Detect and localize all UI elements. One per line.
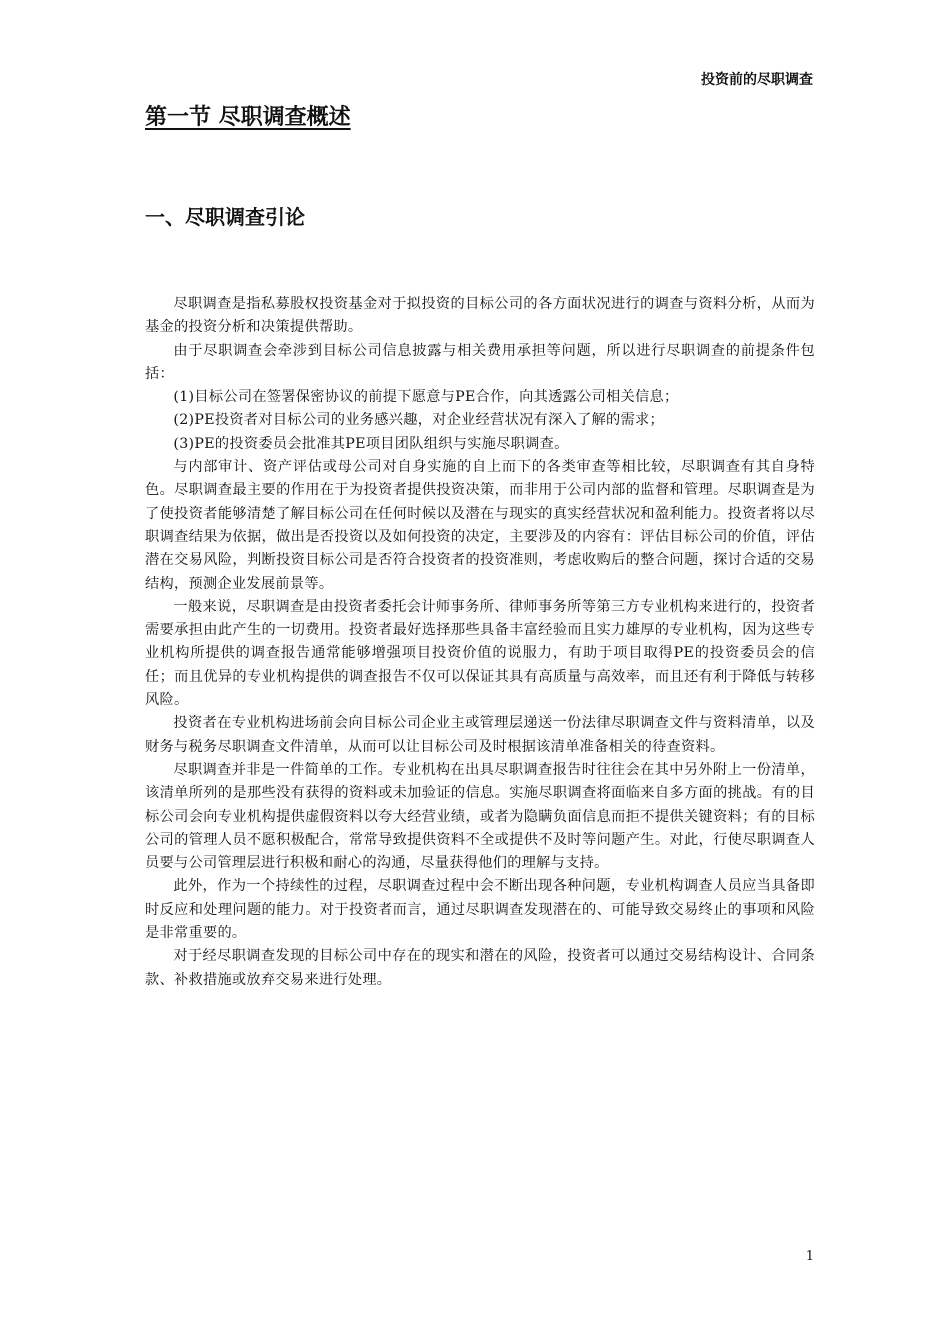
body-text	[145, 293, 815, 992]
paragraph-challenges: 尽职调查并非是一件简单的工作。专业机构在出具尽职调查报告时往往会在其中另外附上一份清单，该清单所列的是那些没有获得的资料或未加验证的信息。实施尽职调查将面临来自多方面的挑战。有的目标公司会向专业机构提供虚假资料以夸大经营业绩，或者为隐瞒负面信息而拒不提供关键资料；有的目标公司的管理人员不愿积极配合，常常导致提供资料不全或提供不及时等问题产生。对此，行使尽职调查人员要与公司管理层进行积极和耐心的沟通，尽量获得他们的理解与支持。	[145, 761, 815, 872]
paragraph-condition-3: (3)PE的投资委员会批准其PE项目团队组织与实施尽职调查。	[173, 435, 569, 452]
paragraph-continuous-process: 此外，作为一个持续性的过程，尽职调查过程中会不断出现各种问题，专业机构调查人员应当具备即时反应和处理问题的能力。对于投资者而言，通过尽职调查发现潜在的、可能导致交易终止的事项和风险是非常重要的。	[145, 878, 815, 942]
running-header: 投资前的尽职调查	[701, 72, 813, 88]
paragraph-condition-2: (2)PE投资者对目标公司的业务感兴趣，对企业经营状况有深入了解的需求；	[173, 412, 665, 429]
section-title: 第一节 尽职调查概述	[145, 105, 351, 130]
paragraph-features: 与内部审计、资产评估或母公司对自身实施的自上而下的各类审查等相比较，尽职调查有其自身特色。尽职调查最主要的作用在于为投资者提供投资决策，而非用于公司内部的监督和管理。尽职调查是为了使投资者能够清楚了解目标公司在任何时候以及潜在与现实的真实经营状况和盈利能力。投资者将以尽职调查结果为依据，做出是否投资以及如何投资的决定，主要涉及的内容有：评估目标公司的价值，评估潜在交易风险，判断投资目标公司是否符合投资者的投资准则，考虑收购后的整合问题，探讨合适的交易结构，预测企业发展前景等。	[145, 459, 815, 592]
paragraph-prerequisites: 由于尽职调查会牵涉到目标公司信息披露与相关费用承担等问题，所以进行尽职调查的前提条件包括：	[145, 342, 815, 382]
page-number: 1	[805, 1249, 814, 1264]
paragraph-risk-handling: 对于经尽职调查发现的目标公司中存在的现实和潜在的风险，投资者可以通过交易结构设计、合同条款、补救措施或放弃交易来进行处理。	[145, 948, 815, 988]
paragraph-third-party: 一般来说，尽职调查是由投资者委托会计师事务所、律师事务所等第三方专业机构来进行的，投资者需要承担由此产生的一切费用。投资者最好选择那些具备丰富经验而且实力雄厚的专业机构，因为这些专业机构所提供的调查报告通常能够增强项目投资价值的说服力，有助于项目取得PE的投资委员会的信任；而且优异的专业机构提供的调查报告不仅可以保证其具有高质量与高效率，而且还有利于降低与转移风险。	[145, 598, 815, 709]
paragraph-condition-1: (1)目标公司在签署保密协议的前提下愿意与PE合作，向其透露公司相关信息；	[173, 389, 679, 406]
paragraph-checklist: 投资者在专业机构进场前会向目标公司企业主或管理层递送一份法律尽职调查文件与资料清单，以及财务与税务尽职调查文件清单，从而可以让目标公司及时根据该清单准备相关的待查资料。	[145, 715, 815, 755]
paragraph-definition: 尽职调查是指私募股权投资基金对于拟投资的目标公司的各方面状况进行的调查与资料分析，从而为基金的投资分析和决策提供帮助。	[145, 296, 815, 336]
subsection-title: 一、尽职调查引论	[145, 205, 305, 229]
